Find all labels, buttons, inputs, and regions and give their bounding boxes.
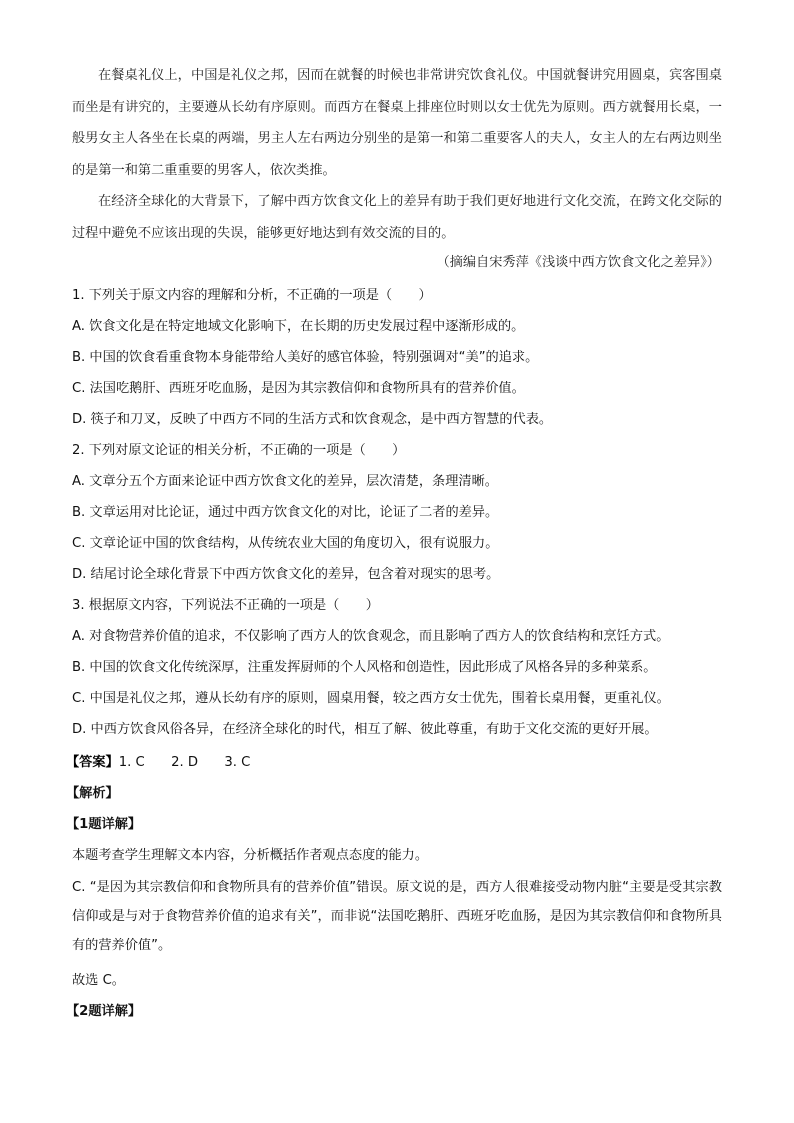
answer-line [66, 753, 726, 773]
passage-paragraph-2: 在经济全球化的大背景下，了解中西方饮食文化上的差异有助于我们更好地进行文化交流，在跨文化交际的过程中避免不应该出现的失误，能够更好地达到有效交流的目的。 [72, 194, 722, 241]
passage-paragraph-1: 在餐桌礼仪上，中国是礼仪之邦，因而在就餐的时候也非常讲究饮食礼仪。中国就餐讲究用圆桌，宾客围桌而坐是有讲究的，主要遵从长幼有序原则。而西方在餐桌上排座位时则以女士优先为原则。西方就餐用长桌，一般男女主人各坐在长桌的两端，男主人左右两边分别坐的是第一和第二重要客人的夫人，女主人的左右两边则坐的是第一和第二重重要的男客人，依次类推。 [72, 68, 722, 178]
question-2-option-d: D. 结尾讨论全球化背景下中西方饮食文化的差异，包含着对现实的思考。 [72, 567, 500, 582]
q1-analysis-title: 【1题详解】 [66, 817, 142, 832]
question-3-option-d: D. 中西方饮食风俗各异，在经济全球化的时代，相互了解、彼此尊重，有助于文化交流的更好开展。 [72, 722, 658, 737]
question-1-option-a: A. 饮食文化是在特定地域文化影响下，在长期的历史发展过程中逐渐形成的。 [72, 319, 525, 334]
answer-label: 【答案】 [66, 755, 119, 770]
passage-source: （摘编自宋秀萍《浅谈中西方饮食文化之差异》） [436, 255, 720, 270]
question-2-option-b: B. 文章运用对比论证，通过中西方饮食文化的对比，论证了二者的差异。 [72, 505, 499, 520]
question-2-stem: 2. 下列对原文论证的相关分析，不正确的一项是（ ） [72, 443, 406, 458]
q1-analysis-intro: 本题考查学生理解文本内容，分析概括作者观点态度的能力。 [72, 848, 429, 863]
question-1-option-c: C. 法国吃鹅肝、西班牙吃血肠，是因为其宗教信仰和食物所具有的营养价值。 [72, 381, 525, 396]
answer-text: 1. C 2. D 3. C [118, 755, 251, 770]
question-3-option-b: B. 中国的饮食文化传统深厚，注重发挥厨师的个人风格和创造性，因此形成了风格各异的多种菜系。 [72, 660, 657, 675]
question-2-option-c: C. 文章论证中国的饮食结构，从传统农业大国的角度切入，很有说服力。 [72, 536, 499, 551]
question-1-option-b: B. 中国的饮食看重食物本身能带给人美好的感官体验，特别强调对“美”的追求。 [72, 350, 539, 365]
question-3-stem: 3. 根据原文内容，下列说法不正确的一项是（ ） [72, 598, 379, 613]
q1-analysis-detail: C. “是因为其宗教信仰和食物所具有的营养价值”错误。原文说的是，西方人很难接受动物内脏“主要是受其宗教信仰或是与对于食物营养价值的追求有关”，而非说“法国吃鹅肝、西班牙吃血肠，是因为其宗教信仰和食物所具有的营养价值”。 [72, 880, 722, 953]
analysis-label: 【解析】 [66, 786, 119, 801]
q2-analysis-title: 【2题详解】 [66, 1004, 142, 1019]
q1-analysis-conclusion: 故选 C。 [72, 973, 125, 988]
question-1-option-d: D. 筷子和刀叉，反映了中西方不同的生活方式和饮食观念，是中西方智慧的代表。 [72, 412, 553, 427]
question-1-stem: 1. 下列关于原文内容的理解和分析，不正确的一项是（ ） [72, 288, 432, 303]
question-3-option-a: A. 对食物营养价值的追求，不仅影响了西方人的饮食观念，而且影响了西方人的饮食结构和烹饪方式。 [72, 629, 670, 644]
question-3-option-c: C. 中国是礼仪之邦，遵从长幼有序的原则，圆桌用餐，较之西方女士优先，围着长桌用餐，更重礼仪。 [72, 691, 670, 706]
question-2-option-a: A. 文章分五个方面来论证中西方饮食文化的差异，层次清楚，条理清晰。 [72, 474, 498, 489]
